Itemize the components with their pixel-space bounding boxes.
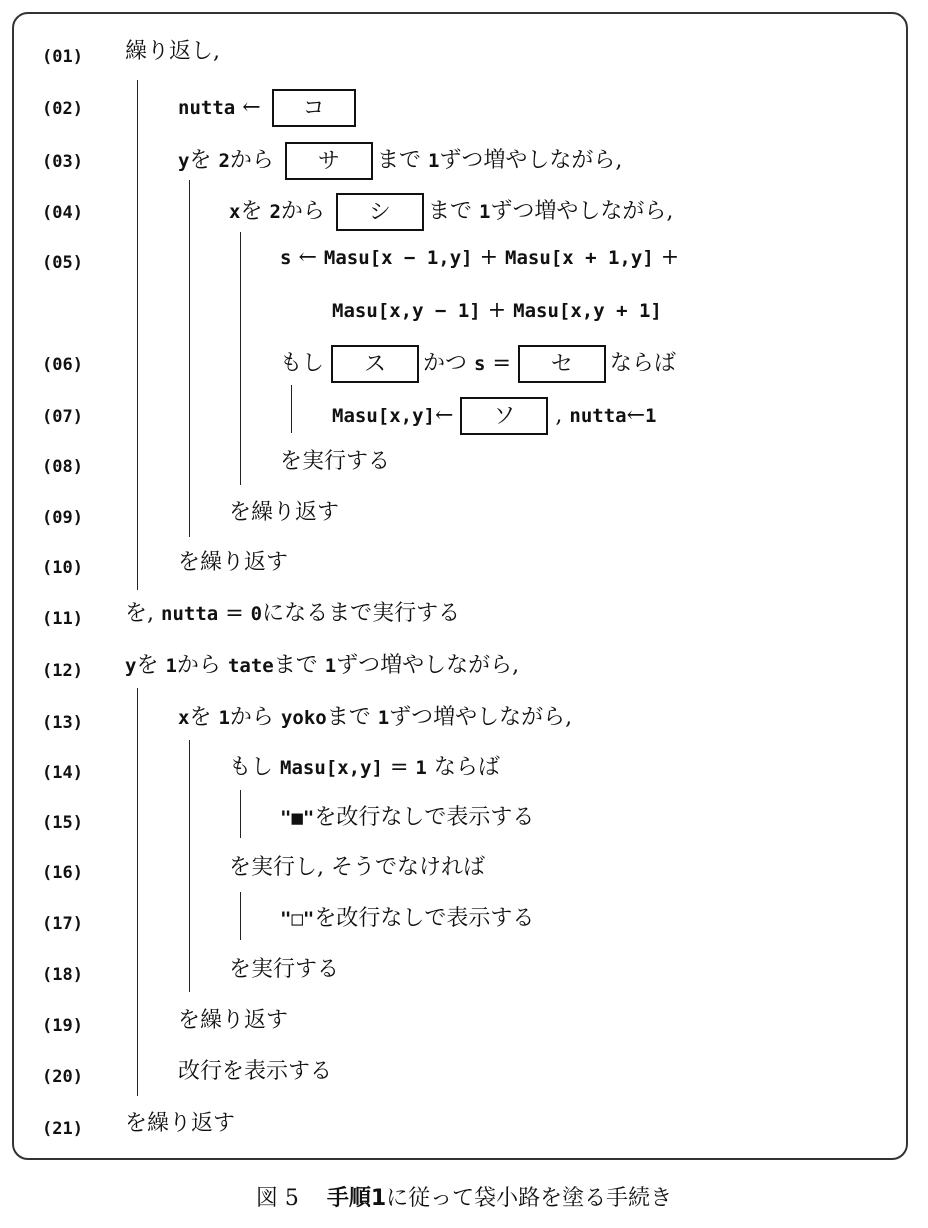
text: もし	[280, 351, 325, 376]
var-nutta: nutta	[161, 603, 219, 625]
line-number: (06)	[42, 355, 83, 375]
figure-caption	[0, 1184, 928, 1214]
text: から	[229, 148, 274, 173]
line-17	[280, 904, 534, 934]
line-15	[280, 803, 534, 833]
number: 1	[377, 707, 390, 729]
text: まで	[273, 653, 318, 678]
number: 2	[218, 150, 230, 172]
text: まで	[427, 199, 472, 224]
number: 1	[415, 757, 427, 779]
var-nutta: nutta	[569, 405, 627, 427]
statement-text: 繰り返し,	[125, 39, 220, 64]
number: 1	[324, 655, 337, 677]
line-number: (15)	[42, 813, 83, 833]
text: ずつ増やしながら,	[439, 148, 623, 173]
line-12	[125, 651, 519, 681]
caption-text: に従って袋小路を塗る手続き	[386, 1186, 673, 1211]
line-number: (05)	[42, 253, 83, 273]
blank-su-box: ス	[331, 345, 419, 383]
line-10	[178, 548, 288, 578]
line-number: (11)	[42, 609, 83, 629]
expr-masu: Masu[x,y]	[280, 757, 383, 779]
line-number: (04)	[42, 203, 83, 223]
line-20	[178, 1057, 332, 1087]
equals: =	[225, 601, 244, 626]
assign-arrow: ←	[298, 245, 317, 270]
number: 1	[478, 201, 491, 223]
var-s: s	[474, 353, 486, 375]
var-y: y	[178, 150, 190, 172]
number: 1	[218, 707, 230, 729]
expr-masu: Masu[x,y + 1]	[513, 300, 662, 322]
line-number: (14)	[42, 763, 83, 783]
empty-square-literal: "□"	[280, 908, 315, 930]
equals: =	[492, 351, 511, 376]
text: を,	[125, 601, 154, 626]
line-number: (13)	[42, 713, 83, 733]
line-number: (02)	[42, 99, 83, 119]
text: かつ	[423, 351, 468, 376]
number: 1	[645, 405, 657, 427]
var-x: x	[178, 707, 190, 729]
line-05-continued	[332, 296, 662, 326]
blank-sa-box: サ	[285, 142, 373, 180]
text: ずつ増やしながら,	[389, 705, 573, 730]
nesting-bar-else-2	[240, 892, 241, 940]
statement-text: を繰り返す	[178, 1008, 289, 1033]
statement-text: を実行する	[229, 957, 340, 982]
text: を	[240, 199, 263, 224]
line-08	[280, 447, 390, 477]
line-03	[178, 142, 622, 172]
line-number: (16)	[42, 863, 83, 883]
line-18	[229, 955, 339, 985]
line-number: (09)	[42, 508, 83, 528]
line-number: (03)	[42, 152, 83, 172]
line-number: (21)	[42, 1119, 83, 1139]
var-tate: tate	[227, 655, 274, 677]
blank-shi-box: シ	[336, 193, 424, 231]
equals: =	[389, 755, 409, 780]
line-04	[229, 193, 673, 223]
line-01	[125, 37, 220, 67]
text: を	[136, 653, 159, 678]
var-y: y	[125, 655, 137, 677]
var-yoko: yoko	[280, 707, 327, 729]
separator: ,	[555, 403, 563, 428]
nesting-bar-y-loop-2	[137, 688, 138, 1096]
line-09	[229, 498, 339, 528]
line-number: (12)	[42, 661, 83, 681]
line-14	[229, 753, 500, 783]
text: を	[189, 705, 212, 730]
nesting-bar-outer	[137, 80, 138, 590]
line-05	[280, 243, 679, 273]
caption-bold: 手順	[326, 1186, 371, 1211]
plus: +	[487, 298, 507, 323]
caption-number: 1	[370, 1186, 387, 1211]
line-16	[229, 853, 485, 883]
nesting-bar-x-loop-2	[189, 740, 190, 992]
line-07	[332, 397, 656, 427]
line-21	[125, 1109, 235, 1139]
statement-text: を実行する	[280, 449, 391, 474]
text: を	[189, 148, 212, 173]
statement-text: 改行を表示する	[178, 1059, 333, 1084]
number: 1	[165, 655, 177, 677]
plus: +	[479, 245, 499, 270]
statement-text: を実行し, そうでなければ	[229, 855, 485, 880]
number: 2	[269, 201, 281, 223]
line-number: (20)	[42, 1067, 83, 1087]
expr-masu: Masu[x,y]	[332, 405, 435, 427]
line-02	[178, 89, 356, 119]
assign-arrow: ←	[242, 95, 261, 120]
line-number: (19)	[42, 1016, 83, 1036]
line-06	[280, 345, 676, 375]
expr-masu: Masu[x,y − 1]	[332, 300, 481, 322]
assign-arrow: ←	[434, 403, 454, 428]
text: から	[176, 653, 221, 678]
line-11	[125, 599, 460, 629]
text: まで	[326, 705, 371, 730]
number: 0	[250, 603, 263, 625]
statement-text: を繰り返す	[229, 500, 340, 525]
var-s: s	[280, 247, 292, 269]
expr-masu: Masu[x − 1,y]	[323, 247, 473, 269]
plus: +	[660, 245, 680, 270]
statement-text: を繰り返す	[125, 1111, 236, 1136]
nesting-bar-if	[291, 385, 292, 433]
text: を改行なしで表示する	[314, 805, 535, 830]
line-number: (10)	[42, 558, 83, 578]
text: になるまで実行する	[262, 601, 461, 626]
nesting-bar-x-loop	[240, 232, 241, 485]
line-13	[178, 703, 572, 733]
expr-masu: Masu[x + 1,y]	[505, 247, 654, 269]
line-number: (07)	[42, 407, 83, 427]
blank-se-box: セ	[518, 345, 606, 383]
assign-arrow: ←	[626, 403, 646, 428]
var-x: x	[229, 201, 241, 223]
line-number: (01)	[42, 47, 83, 67]
text: を改行なしで表示する	[314, 906, 535, 931]
nesting-bar-if-2	[240, 790, 241, 838]
number: 1	[427, 150, 440, 172]
statement-text: を繰り返す	[178, 550, 289, 575]
filled-square-literal: "■"	[280, 807, 315, 829]
blank-so-box: ソ	[460, 397, 548, 435]
line-19	[178, 1006, 288, 1036]
text: から	[229, 705, 274, 730]
line-number: (18)	[42, 965, 83, 985]
text: から	[280, 199, 325, 224]
var-nutta: nutta	[178, 97, 236, 119]
text: もし	[229, 755, 274, 780]
text: ならば	[609, 351, 676, 376]
text: ならば	[433, 755, 500, 780]
text: ずつ増やしながら,	[336, 653, 520, 678]
text: まで	[376, 148, 421, 173]
procedure-frame	[12, 12, 908, 1160]
nesting-bar-y-loop	[189, 180, 190, 537]
line-number: (08)	[42, 457, 83, 477]
text: ずつ増やしながら,	[490, 199, 674, 224]
figure-number: 図 5	[255, 1186, 299, 1211]
line-number: (17)	[42, 914, 83, 934]
blank-ko-box: コ	[272, 89, 356, 127]
